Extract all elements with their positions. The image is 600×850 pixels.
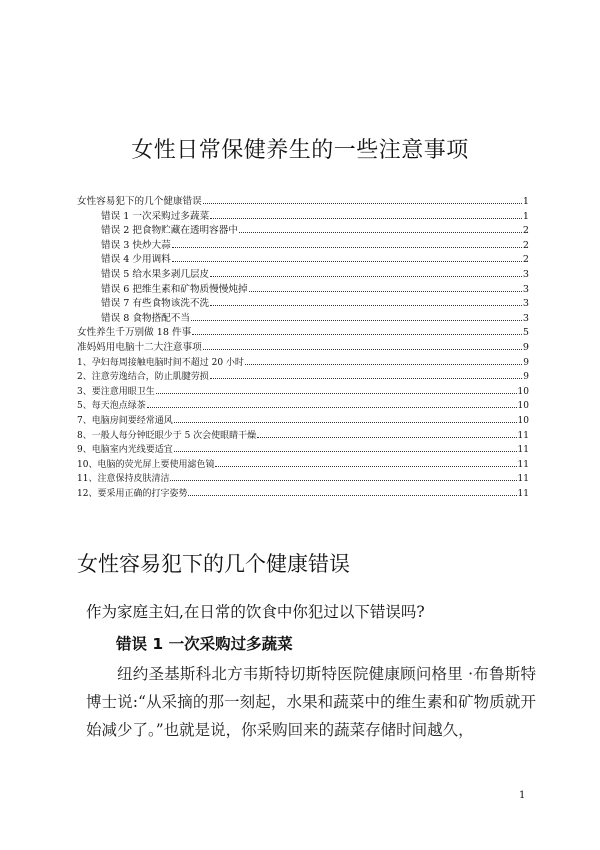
toc-entry-label: 准妈妈用电脑十二大注意事项 <box>77 341 202 353</box>
toc-entry-page: 11 <box>517 488 529 499</box>
toc-entry-page: 1 <box>522 210 529 222</box>
intro-question: 作为家庭主妇,在日常的饮食中你犯过以下错误吗? <box>86 603 425 621</box>
toc-entry-label: 10、电脑的荧光屏上要使用滤色镜 <box>77 459 215 470</box>
error-1-heading: 错误 1 一次采购过多蔬菜 <box>116 635 293 653</box>
toc-entry-label: 错误 6 把维生素和矿物质慢慢炖掉 <box>101 283 248 295</box>
toc-leader-dots <box>203 203 522 204</box>
toc-entry-label: 女性容易犯下的几个健康错误 <box>77 196 202 207</box>
toc-entry-page: 3 <box>522 268 529 280</box>
toc-leader-dots <box>210 276 522 277</box>
toc-leader-dots <box>245 364 522 365</box>
toc-entry[interactable] <box>77 399 529 414</box>
toc-entry-label: 错误 5 给水果多剥几层皮 <box>101 268 210 280</box>
toc-entry[interactable] <box>77 210 529 225</box>
toc-entry-page: 11 <box>517 430 529 441</box>
toc-leader-dots <box>215 466 516 467</box>
toc-entry-label: 5、每天泡点绿茶 <box>77 401 146 412</box>
toc-entry-page: 9 <box>523 372 529 383</box>
page-number: 1 <box>519 790 526 801</box>
body-paragraph: 纽约圣基斯科北方韦斯特切斯特医院健康顾问格里 ·布鲁斯特博士说:“从采摘的那一刻起，水果和蔬菜中的维生素和矿物质就开始减少了。”也就是说，你采购回来的蔬菜存储时间越久， <box>86 665 536 739</box>
toc-entry[interactable] <box>77 443 529 458</box>
toc-entry-label: 9、电脑室内光线要适宜 <box>77 445 173 456</box>
table-of-contents <box>77 195 529 501</box>
toc-entry-label: 错误 3 快炒大蒜 <box>101 239 171 251</box>
toc-leader-dots <box>192 334 522 335</box>
toc-entry-page: 3 <box>522 312 529 324</box>
toc-entry-page: 2 <box>522 225 529 237</box>
toc-entry-page: 2 <box>522 239 529 251</box>
toc-entry-label: 1、孕妇每周接触电脑时间不超过 20 小时 <box>77 357 244 368</box>
toc-leader-dots <box>210 218 522 219</box>
toc-leader-dots <box>210 305 522 306</box>
toc-entry[interactable] <box>77 224 529 239</box>
toc-entry-label: 8、一般人每分钟眨眼少于 5 次会使眼睛干燥 <box>77 430 257 441</box>
toc-entry[interactable] <box>77 472 529 487</box>
toc-entry[interactable] <box>77 268 529 283</box>
document-title: 女性日常保健养生的一些注意事项 <box>131 138 469 163</box>
toc-entry-label: 错误 1 一次采购过多蔬菜 <box>101 210 210 222</box>
toc-entry[interactable] <box>77 385 529 400</box>
toc-leader-dots <box>172 247 522 248</box>
toc-leader-dots <box>203 349 522 350</box>
toc-entry-page: 11 <box>517 474 529 485</box>
toc-leader-dots <box>170 480 516 481</box>
toc-entry-page: 3 <box>522 298 529 310</box>
toc-leader-dots <box>174 451 517 452</box>
toc-entry[interactable] <box>77 414 529 429</box>
toc-entry-page: 10 <box>517 386 529 397</box>
toc-entry-page: 10 <box>517 401 529 412</box>
toc-entry-page: 10 <box>517 415 529 426</box>
section-heading: 女性容易犯下的几个健康错误 <box>77 552 350 576</box>
toc-entry[interactable] <box>77 356 529 371</box>
toc-leader-dots <box>172 261 522 262</box>
toc-entry[interactable] <box>77 195 529 210</box>
toc-leader-dots <box>188 495 516 496</box>
toc-entry[interactable] <box>77 487 529 502</box>
toc-entry-label: 错误 7 有些食物该洗不洗 <box>101 298 210 310</box>
toc-entry[interactable] <box>77 297 529 312</box>
toc-entry[interactable] <box>77 429 529 444</box>
toc-entry-page: 9 <box>522 341 529 353</box>
toc-entry-label: 12、要采用正确的打字姿势 <box>77 488 188 499</box>
toc-leader-dots <box>191 320 522 321</box>
toc-entry-label: 7、电脑房间要经常通风 <box>77 415 173 426</box>
toc-entry-page: 11 <box>517 459 529 470</box>
toc-entry[interactable] <box>77 239 529 254</box>
toc-entry[interactable] <box>77 458 529 473</box>
toc-entry[interactable] <box>77 370 529 385</box>
toc-leader-dots <box>257 437 516 438</box>
toc-entry-page: 5 <box>522 327 529 339</box>
toc-leader-dots <box>239 232 522 233</box>
toc-entry-page: 2 <box>522 254 529 266</box>
toc-entry-page: 11 <box>517 445 529 456</box>
toc-leader-dots <box>147 407 517 408</box>
toc-entry[interactable] <box>77 253 529 268</box>
toc-entry[interactable] <box>77 283 529 298</box>
toc-entry-label: 错误 8 食物搭配不当 <box>101 312 190 324</box>
toc-entry-label: 错误 2 把食物贮藏在透明容器中 <box>101 225 238 237</box>
toc-entry[interactable] <box>77 341 529 356</box>
toc-leader-dots <box>249 291 522 292</box>
toc-entry-label: 11、注意保持皮肤清洁 <box>77 474 170 485</box>
toc-entry-page: 9 <box>523 357 529 368</box>
toc-entry-label: 3、要注意用眼卫生 <box>77 386 155 397</box>
toc-entry-page: 3 <box>522 283 529 295</box>
toc-entry[interactable] <box>77 312 529 327</box>
toc-entry-page: 1 <box>522 196 529 207</box>
toc-entry-label: 2、注意劳逸结合，防止肌腱劳损 <box>77 372 209 383</box>
toc-entry-label: 女性养生千万别做 18 件事 <box>77 327 192 339</box>
toc-entry-label: 错误 4 少用调料 <box>101 254 171 266</box>
toc-entry[interactable] <box>77 326 529 341</box>
toc-leader-dots <box>156 393 517 394</box>
toc-leader-dots <box>174 422 517 423</box>
toc-leader-dots <box>210 378 523 379</box>
